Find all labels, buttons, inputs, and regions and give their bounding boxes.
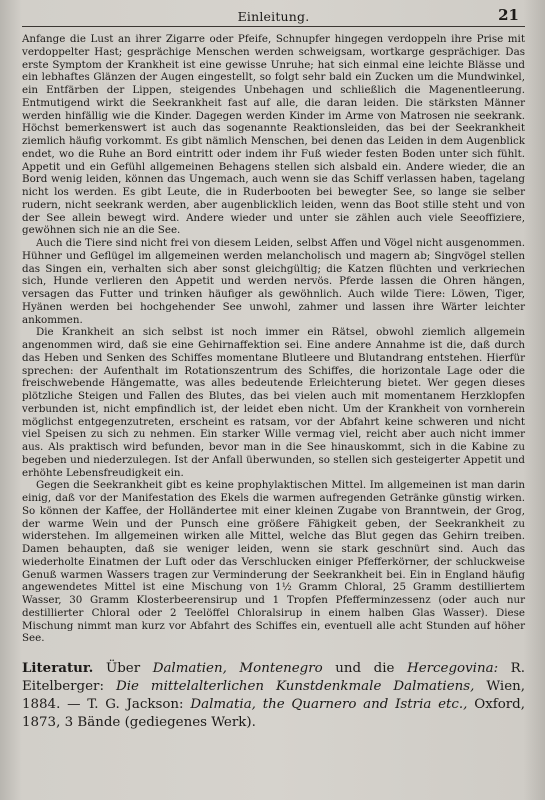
literature-heading: Literatur. [22,660,94,676]
literature-text: Über [105,661,141,676]
literature-title: Die mittelalterlichen Kunstdenkmale Dalmatiens, [115,679,475,694]
running-title: Einleitung. [237,9,310,24]
literature-text: Oxford, 1873, 3 Bände (gediegenes Werk). [22,697,525,730]
literature-author: R. Eitelberger: [22,661,525,694]
page-number: 21 [498,6,519,24]
paragraph-animals: Auch die Tiere sind nicht frei von diesem Leiden, selbst Affen und Vögel nicht ausgenommen. Hühner und Geflügel im allgemeinen werden melancholisch und magern ab; Singvögel stellen das Singen ein, verhalten sich aber sonst gleichgültig; die Katzen flüchten und verkriechen sich, Hunde verlieren den Appetit und werden nervös. Pferde lassen die Ohren hängen, versagen das Futter und trinken häufiger als gewöhnlich. Auch wilde Tiere: Löwen, Tiger, Hyänen werden bei hochgehender See unwohl, zahmer und lassen ihre Wärter leichter ankommen. [22,237,525,326]
paragraph-symptoms: Anfange die Lust an ihrer Zigarre oder Pfeife, Schnupfer hingegen verdoppeln ihre Prise mit verdoppelter Hast; gesprächige Menschen werden schweigsam, wortkarge gesprächiger. Das erste Symptom der Krankheit ist eine gewisse Unruhe; hat sich einmal eine leichte Blässe und ein lebhaftes Glänzen der Augen eingestellt, so folgt sehr bald ein Zucken um die Mundwinkel, ein Entfärben der Lippen, steigendes Unbehagen und schließlich die Magenentleerung. Entmutigend wirkt die Seekrankheit fast auf alle, die daran leiden. Die stärksten Männer werden hinfällig wie die Kinder. Dagegen werden Kinder im Arme von Matrosen nie seekrank. Höchst bemerkenswert ist auch das sogenannte Reaktionsleiden, das bei der Seekrankheit ziemlich häufig vorkommt. Es gibt nämlich Menschen, bei denen das Leiden in dem Augenblick endet, wo die Ruhe an Bord eintritt oder indem ihr Fuß wieder festen Boden unter sich fühlt. Appetit und ein Gefühl allgemeinen Behagens stellen sich alsbald ein. Andere wieder, die an Bord wenig leiden, können das Ungemach, auch wenn sie das Schiff verlassen haben, tagelang nicht los werden. Es gibt Leute, die in Ruderbooten bei bewegter See, so lange sie selber rudern, nicht seekrank werden, aber augenblicklich leiden, wenn das Boot stille steht und von der See allein bewegt wird. Andere wieder und unter sie zählen auch viele Seeoffiziere, gewöhnen sich nie an die See. [22,33,525,237]
body-text [22,33,525,645]
literature-section [22,659,525,732]
literature-title: Dalmatia, the Quarnero and Istria etc., [190,697,468,712]
literature-text: Wien, 1884. — T. G. Jackson: [22,679,526,712]
literature-title: Hercegovina: [407,661,499,676]
literature-title: Dalmatien, Montenegro [152,661,323,676]
paragraph-remedies: Gegen die Seekrankheit gibt es keine prophylaktischen Mittel. Im allgemeinen ist man darin einig, daß vor der Manifestation des Ekels die warmen aufregenden Getränke günstig wirken. So können der Kaffee, der Holländertee mit einer kleinen Zugabe von Branntwein, der Grog, der warme Wein und der Punsch eine größere Fähigkeit geben, der Seekrankheit zu widerstehen. Im allgemeinen wirken alle Mittel, welche das Blut gegen das Gehirn treiben. Damen behaupten, daß sie weniger leiden, wenn sie stark geschnürt sind. Auch das wiederholte Einatmen der Luft oder das Verschlucken einiger Pfefferkörner, der schluckweise Genuß warmen Wassers tragen zur Verminderung der Seekrankheit bei. Ein in England häufig angewendetes Mittel ist eine Mischung von 1½ Gramm Chloral, 25 Gramm destilliertem Wasser, 30 Gramm Klosterbeerensirup und 1 Tropfen Pfefferminzessenz (oder auch nur destillierter Chloral oder 2 Teelöffel Chloralsirup in einem halben Glas Wasser). Diese Mischung nimmt man kurz vor Abfahrt des Schiffes ein, eventuell alle acht Stunden auf höher See. [22,479,525,645]
literature-text: und die [335,661,395,676]
paragraph-causes: Die Krankheit an sich selbst ist noch immer ein Rätsel, obwohl ziemlich allgemein angenommen wird, daß sie eine Gehirnaffektion sei. Eine andere Annahme ist die, daß durch das Heben und Senken des Schiffes momentane Blutleere und Blutandrang entstehen. Hierfür sprechen: der Aufenthalt im Rotationszentrum des Schiffes, die horizontale Lage oder die freischwebende Hängematte, was alles bedeutende Erleichterung bietet. Wer gegen dieses plötzliche Steigen und Fallen des Blutes, das bei vielen auch mit momentanem Herzklopfen verbunden ist, nicht empfindlich ist, der leidet eben nicht. Um der Krankheit von vornherein möglichst entgegenzutreten, erscheint es ratsam, vor der Abfahrt keine schweren und nicht viel Speisen zu sich zu nehmen. Ein starker Wille vermag viel, reicht aber auch nicht immer aus. Als praktisch wird befunden, bevor man in die See hinauskommt, sich in die Kabine zu begeben und niederzulegen. Ist der Anfall überwunden, so stellen sich gesteigerter Appetit und erhöhte Lebensfreudigkeit ein. [22,326,525,479]
running-header [22,6,525,27]
